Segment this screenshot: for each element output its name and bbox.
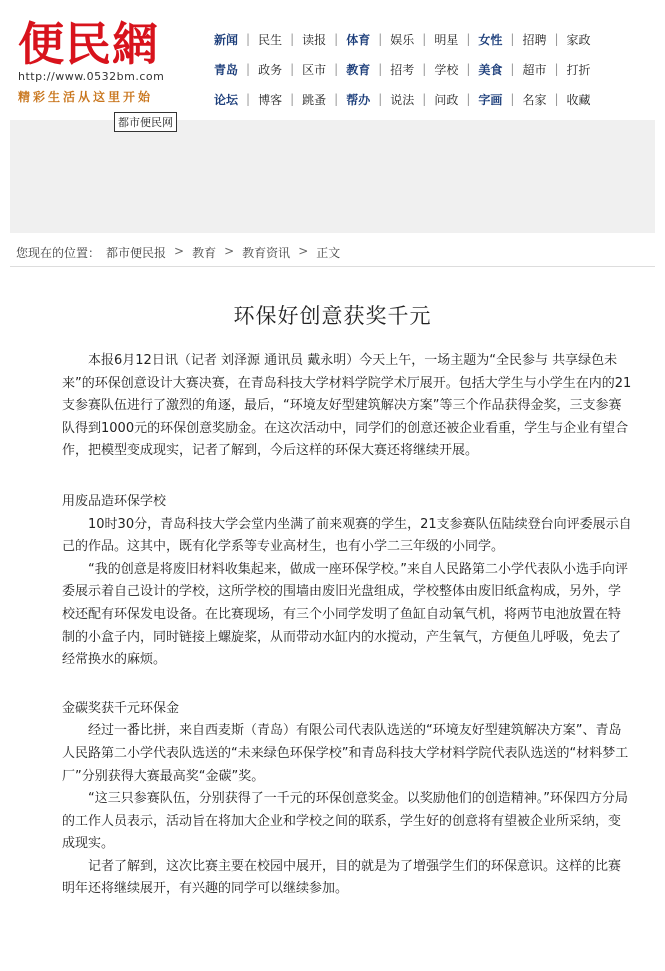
nav-separator: | xyxy=(510,62,515,76)
article-body xyxy=(62,350,632,901)
nav-separator: | xyxy=(554,32,559,46)
nav-link[interactable]: 说法 xyxy=(390,92,415,107)
nav-link[interactable]: 娱乐 xyxy=(390,32,415,47)
article-paragraph: 10时30分，青岛科技大学会堂内坐满了前来观赛的学生，21支参赛队伍陆续登台向评委展示自己的作品。这其中，既有化学系等专业高材生，也有小学二三年级的小同学。 xyxy=(62,516,632,555)
nav-separator: | xyxy=(378,92,383,106)
breadcrumb-item-education-news[interactable]: 教育资讯 xyxy=(242,246,291,260)
nav-separator: | xyxy=(466,92,471,106)
nav-separator: | xyxy=(378,62,383,76)
article-subheading: 用废品造环保学校 xyxy=(62,493,167,509)
nav-separator: | xyxy=(422,32,427,46)
nav-link[interactable]: 问政 xyxy=(434,92,459,107)
nav-link[interactable]: 招聘 xyxy=(522,32,547,47)
article-paragraph: 记者了解到，这次比赛主要在校园中展开，目的就是为了增强学生们的环保意识。这样的比赛明年还将继续展开，有兴趣的同学可以继续参加。 xyxy=(62,858,622,897)
nav-link[interactable]: 学校 xyxy=(434,62,459,77)
nav-link[interactable]: 名家 xyxy=(522,92,547,107)
nav-separator: | xyxy=(466,62,471,76)
site-slogan: 精彩生活从这里开始 xyxy=(18,90,154,104)
article-title: 环保好创意获奖千元 xyxy=(233,304,432,328)
nav-row xyxy=(214,24,617,54)
nav-separator: | xyxy=(422,62,427,76)
nav-separator: | xyxy=(466,32,471,46)
nav-link[interactable]: 打折 xyxy=(566,62,591,77)
article-paragraph: “我的创意是将废旧材料收集起来，做成一座环保学校。”来自人民路第二小学代表队小选手向评委展示着自己设计的学校，这所学校的围墙由废旧光盘组成，学校整体由废旧纸盒构成，另外，学校还配有环保发电设备。在比赛现场，有三个小同学发明了鱼缸自动氧气机，将两节电池放置在特制的小盒子内，同时链接上螺旋桨，从而带动水缸内的水搅动，产生氧气，方便鱼儿呼吸，免去了经常换水的麻烦。 xyxy=(62,561,628,668)
banner-placeholder xyxy=(10,120,655,233)
nav-link[interactable]: 区市 xyxy=(302,62,327,77)
breadcrumb-divider xyxy=(10,266,655,267)
site-logo[interactable]: 便民網 xyxy=(18,17,159,71)
breadcrumb-separator: > xyxy=(298,244,309,258)
nav-link[interactable]: 女性 xyxy=(478,32,503,47)
nav-link[interactable]: 博客 xyxy=(258,92,283,107)
nav-row xyxy=(214,54,617,84)
breadcrumb-prefix: 您现在的位置： xyxy=(16,246,101,260)
nav-link[interactable]: 论坛 xyxy=(214,92,239,107)
nav-separator: | xyxy=(290,32,295,46)
site-url: http://www.0532bm.com xyxy=(18,70,165,83)
logo-tooltip: 都市便民网 xyxy=(114,112,177,132)
nav-row xyxy=(214,84,617,114)
nav-separator: | xyxy=(334,92,339,106)
nav-link[interactable]: 青岛 xyxy=(214,62,239,77)
article-subheading: 金碳奖获千元环保金 xyxy=(62,700,180,716)
article-paragraph: 本报6月12日讯（记者 刘泽源 通讯员 戴永明）今天上午，一场主题为“全民参与 共享绿色未来”的环保创意设计大赛决赛，在青岛科技大学材料学院学术厅展开。包括大学生与小学生在内的21支参赛队伍进行了激烈的角逐，最后，“环境友好型建筑解决方案”等三个作品获得金奖，三支参赛队得到1000元的环保创意奖励金。在这次活动中，同学们的创意还被企业看重，学生与企业有望合作，把模型变成现实，记者了解到，今后这样的环保大赛还将继续开展。 xyxy=(62,353,632,459)
article-paragraph: 经过一番比拼，来自西麦斯（青岛）有限公司代表队选送的“环境友好型建筑解决方案”、青岛人民路第二小学代表队选送的“未来绿色环保学校”和青岛科技大学材料学院代表队选送的“材料梦工厂”分别获得大赛最高奖“金碳”奖。 xyxy=(62,723,629,784)
nav-link[interactable]: 字画 xyxy=(478,92,503,107)
nav-link[interactable]: 读报 xyxy=(302,32,327,47)
nav-link[interactable]: 收藏 xyxy=(566,92,591,107)
nav-separator: | xyxy=(554,62,559,76)
nav-separator: | xyxy=(334,32,339,46)
breadcrumb-separator: > xyxy=(224,244,235,258)
breadcrumb-item-education[interactable]: 教育 xyxy=(192,246,217,260)
site-header xyxy=(0,0,665,120)
nav-separator: | xyxy=(290,92,295,106)
nav-link[interactable]: 教育 xyxy=(346,62,371,77)
nav-separator: | xyxy=(422,92,427,106)
nav-link[interactable]: 美食 xyxy=(478,62,503,77)
nav-separator: | xyxy=(290,62,295,76)
breadcrumb-item-current: 正文 xyxy=(316,246,341,260)
nav-separator: | xyxy=(246,32,251,46)
nav-separator: | xyxy=(554,92,559,106)
nav-link[interactable]: 招考 xyxy=(390,62,415,77)
nav-link[interactable]: 超市 xyxy=(522,62,547,77)
nav-link[interactable]: 政务 xyxy=(258,62,283,77)
nav-link[interactable]: 帮办 xyxy=(346,92,371,107)
nav-link[interactable]: 家政 xyxy=(566,32,591,47)
nav-link[interactable]: 跳蚤 xyxy=(302,92,327,107)
article-paragraph: “这三只参赛队伍，分别获得了一千元的环保创意奖金。以奖励他们的创造精神。”环保四方分局的工作人员表示，活动旨在将加大企业和学校之间的联系，学生好的创意将有望被企业所采纳，变成现实。 xyxy=(62,791,628,852)
breadcrumb-separator: > xyxy=(174,244,185,258)
nav-separator: | xyxy=(378,32,383,46)
nav-separator: | xyxy=(246,62,251,76)
nav-separator: | xyxy=(510,32,515,46)
nav-link[interactable]: 民生 xyxy=(258,32,283,47)
nav-separator: | xyxy=(334,62,339,76)
breadcrumb-item-newspaper[interactable]: 都市便民报 xyxy=(106,246,167,260)
nav-link[interactable]: 明星 xyxy=(434,32,459,47)
nav-separator: | xyxy=(246,92,251,106)
breadcrumb xyxy=(16,244,340,261)
top-nav xyxy=(214,24,617,114)
nav-separator: | xyxy=(510,92,515,106)
nav-link[interactable]: 新闻 xyxy=(214,32,239,47)
nav-link[interactable]: 体育 xyxy=(346,32,371,47)
